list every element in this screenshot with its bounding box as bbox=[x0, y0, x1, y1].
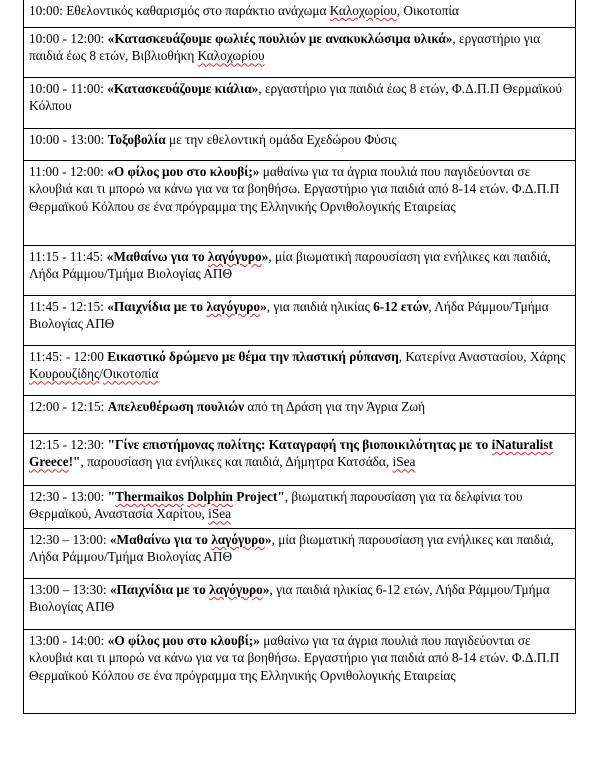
event-detail-text: , για παιδιά ηλικίας bbox=[266, 299, 374, 314]
event-time-text: 11:45 - 12:15: bbox=[29, 299, 108, 314]
schedule-cell bbox=[24, 396, 576, 434]
event-title-text: «Παιχνίδια με το bbox=[107, 299, 207, 314]
event-time-text: 11:45: - 12:00 bbox=[29, 349, 108, 364]
event-title-text: «Ο φίλος μου στο κλουβί;» bbox=[107, 164, 260, 179]
event-title-text: Τοξοβολία bbox=[107, 132, 166, 147]
schedule-row bbox=[24, 28, 576, 78]
event-time-text: 13:00 – 13:30: bbox=[29, 582, 110, 597]
schedule-cell bbox=[24, 630, 576, 714]
event-title-text: Thermaikos bbox=[115, 489, 184, 504]
schedule-cell bbox=[24, 78, 576, 129]
event-detail-text: μαθαίνω για τα άγρια πουλιά που παγιδεύονται σε κλουβιά και τι μπορώ να κάνω για να τα βοηθήσω. Εργαστήριο για παιδιά από 8-14 ετών. Φ.Δ.Π.Π Θερμαϊκού Κόλπου σε ένα πρόγραμμα της Ελληνικής Ορνιθολογικής Εταιρείας bbox=[29, 164, 560, 214]
event-detail-text: , Κατερίνα Αναστασίου, Χάρης bbox=[398, 349, 566, 364]
event-title-text: » bbox=[261, 249, 269, 264]
event-time-text: 13:00 - 14:00: bbox=[29, 633, 108, 648]
event-title-text: " bbox=[107, 489, 116, 504]
event-title-text: !" bbox=[68, 454, 81, 470]
schedule-cell bbox=[24, 129, 576, 161]
event-detail-text: iSea bbox=[208, 506, 232, 522]
event-time-text: 10:00 - 11:00: bbox=[29, 81, 108, 96]
event-title-text: λαγόγυρο bbox=[211, 532, 265, 547]
event-title-text: » bbox=[264, 532, 272, 547]
event-title-text: λαγόγυρο bbox=[207, 249, 262, 264]
event-title-text: » bbox=[260, 299, 267, 314]
event-title-text: Dolphin bbox=[187, 489, 233, 504]
event-title-text: λαγόγυρο bbox=[209, 582, 263, 597]
event-detail-text: , για παιδιά ηλικίας 6-12 ετών, Λήδα Ράμμου/Τμήμα Βιολογίας ΑΠΘ bbox=[29, 582, 550, 615]
event-title-text: iNaturalist bbox=[491, 437, 553, 452]
event-detail-text: με την εθελοντική ομάδα Εχεδώρου Φύσις bbox=[165, 132, 397, 147]
event-detail-text: , παρουσίαση για ενήλικες και παιδιά, Δήμητρα Κατσάδα, bbox=[80, 454, 393, 470]
event-time-text: 10:00: Εθελοντικός bbox=[29, 3, 133, 18]
event-time-text: 12:30 – 13:00: bbox=[29, 532, 110, 547]
schedule-row bbox=[24, 246, 576, 296]
schedule-row bbox=[24, 78, 576, 129]
event-title-text: 6-12 ετών bbox=[373, 299, 429, 314]
event-time-text: 12:15 - 12:30: bbox=[29, 437, 108, 452]
event-detail-text: καθαρισμός στο παράκτιο ανάχωμα bbox=[132, 3, 330, 18]
schedule-row bbox=[24, 529, 576, 579]
event-title-text: «Μαθαίνω για το bbox=[109, 532, 212, 547]
schedule-row bbox=[24, 486, 576, 529]
event-title-text: «Ο φίλος μου στο κλουβί;» bbox=[107, 633, 260, 648]
event-detail-text: Καλοχωρίου bbox=[197, 48, 265, 64]
event-detail-text: , βιωματική παρουσίαση για τα δελφίνια του Θερμαϊκού, Αναστασία Χαρίτου, bbox=[29, 489, 523, 522]
schedule-cell bbox=[24, 161, 576, 246]
schedule-row bbox=[24, 0, 576, 28]
event-title-text: Εικαστικό δρώμενο με θέμα την πλαστική ρύπανση bbox=[107, 349, 399, 364]
schedule-cell bbox=[24, 0, 576, 28]
event-title-text: «Κατασκευάζουμε κιάλια» bbox=[107, 81, 259, 96]
schedule-cell bbox=[24, 579, 576, 630]
schedule-row bbox=[24, 396, 576, 434]
schedule-table bbox=[23, 0, 576, 714]
event-detail-text: , εργαστήριο για παιδιά έως 8 ετών, Φ.Δ.Π.Π Θερμαϊκού Κόλπου bbox=[29, 81, 562, 114]
event-detail-text: , Οικοτοπία bbox=[396, 3, 459, 18]
event-title-text: λαγόγυρο bbox=[206, 299, 261, 314]
event-detail-text: iSea bbox=[392, 454, 416, 470]
schedule-row bbox=[24, 579, 576, 630]
event-detail-text: , μία βιωματική παρουσίαση για ενήλικες και παιδιά, Λήδα Ράμμου/Τμήμα Βιολογίας ΑΠΘ bbox=[29, 532, 554, 565]
event-title-text: Greece bbox=[29, 454, 69, 470]
schedule-row bbox=[24, 630, 576, 714]
schedule-row bbox=[24, 129, 576, 161]
event-detail-text: , μία βιωματική παρουσίαση για ενήλικες και παιδιά, Λήδα Ράμμου/Τμήμα Βιολογίας ΑΠΘ bbox=[29, 249, 551, 282]
event-time-text: 10:00 - 12:00: bbox=[29, 31, 108, 46]
schedule-row bbox=[24, 434, 576, 486]
event-title-text: Απελευθέρωση πουλιών bbox=[107, 399, 245, 414]
event-title-text: » bbox=[262, 582, 270, 597]
event-title-text: «Κατασκευάζουμε φωλιές πουλιών με ανακυκλώσιμα υλικά» bbox=[107, 31, 453, 46]
schedule-body bbox=[24, 0, 576, 714]
event-title-text: "Γίνε επιστήμονας πολίτης: Καταγραφή της βιοποικιλότητας με το bbox=[107, 437, 492, 452]
event-detail-text: Οικοτοπία bbox=[102, 366, 159, 382]
event-detail-text: από τη Δράση για την Άγρια Ζωή bbox=[244, 399, 426, 414]
schedule-cell bbox=[24, 296, 576, 346]
event-detail-text: Κουρουζίδης bbox=[29, 366, 100, 382]
event-title-text: «Παιχνίδια με το bbox=[109, 582, 210, 597]
schedule-row bbox=[24, 296, 576, 346]
event-time-text: 11:00 - 12:00: bbox=[29, 164, 108, 179]
event-detail-text: , Λήδα Ράμμου/Τμήμα Βιολογίας ΑΠΘ bbox=[29, 299, 549, 332]
event-time-text: 12:00 - 12:15: bbox=[29, 399, 108, 414]
event-time-text: 10:00 - 13:00: bbox=[29, 132, 108, 147]
event-detail-text: Καλοχωρίου bbox=[329, 3, 397, 18]
schedule-row bbox=[24, 161, 576, 246]
event-time-text: 11:15 - 11:45: bbox=[29, 249, 107, 264]
event-detail-text: / bbox=[99, 366, 103, 382]
schedule-cell bbox=[24, 434, 576, 486]
schedule-cell bbox=[24, 486, 576, 529]
event-detail-text: μαθαίνω για τα άγρια πουλιά που παγιδεύονται σε κλουβιά και τι μπορώ να κάνω για να τα βοηθήσω. Εργαστήριο για παιδιά από 8-14 ετών. Φ.Δ.Π.Π Θερμαϊκού Κόλπου σε ένα πρόγραμμα της Ελληνικής Ορνιθολογικής Εταιρείας bbox=[29, 633, 560, 683]
schedule-cell bbox=[24, 346, 576, 396]
schedule-cell bbox=[24, 28, 576, 78]
schedule-cell bbox=[24, 246, 576, 296]
schedule-row bbox=[24, 346, 576, 396]
event-title-text: Project" bbox=[232, 489, 285, 504]
event-detail-text: , εργαστήριο για παιδιά έως 8 ετών, Βιβλιοθήκη bbox=[29, 31, 541, 64]
schedule-cell bbox=[24, 529, 576, 579]
event-time-text: 12:30 - 13:00: bbox=[29, 489, 108, 504]
event-title-text: «Μαθαίνω για το bbox=[106, 249, 208, 264]
